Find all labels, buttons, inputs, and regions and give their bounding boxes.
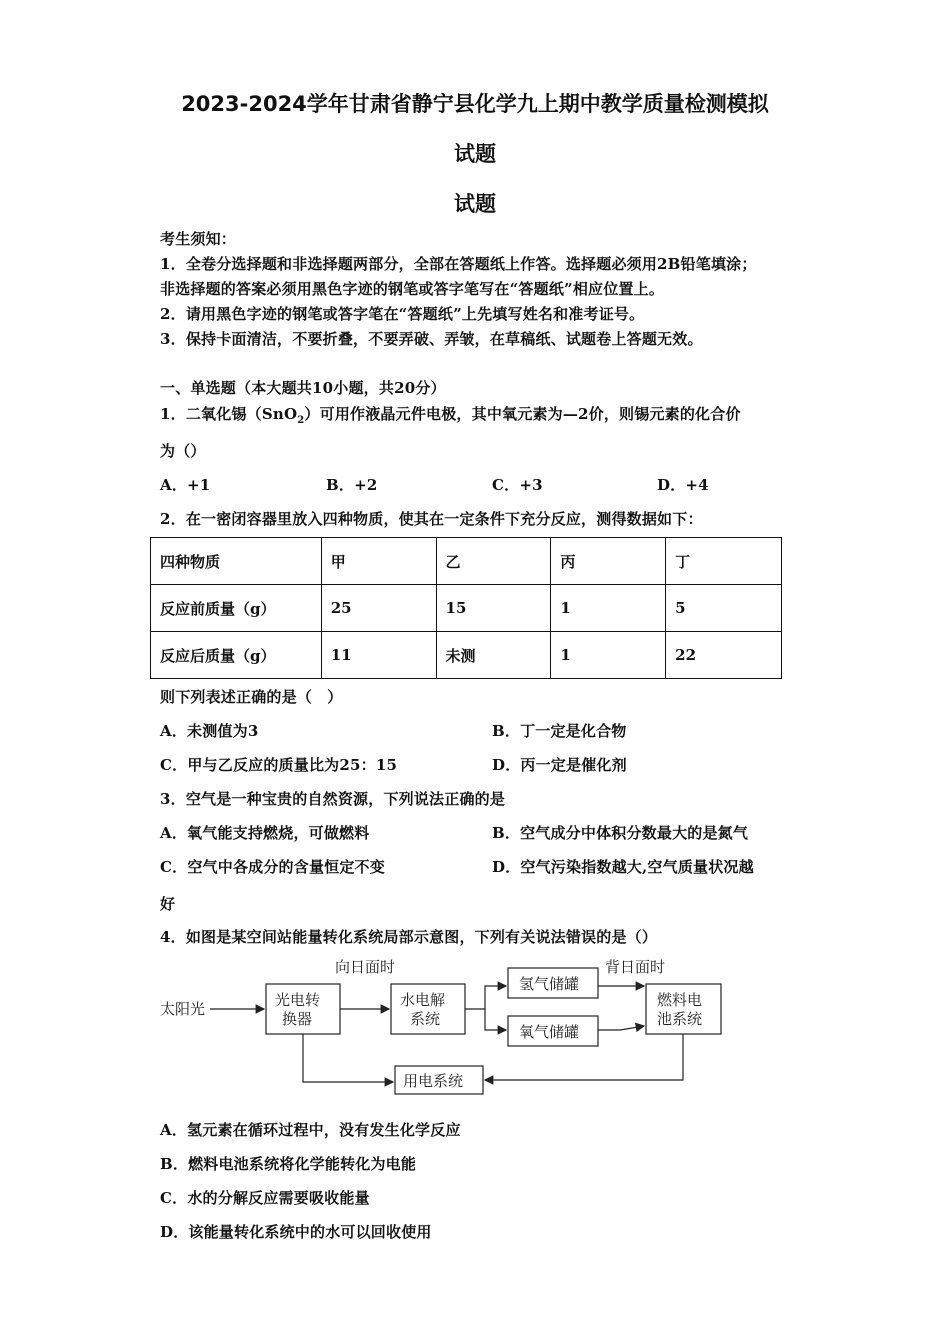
arrow-converter-to-power <box>303 1034 393 1082</box>
notice-item-2: 2．请用黑色字迹的钢笔或答字笔在“答题纸”上先填写姓名和准考证号。 <box>160 305 645 323</box>
label-electrolysis-1: 水电解 <box>400 991 446 1009</box>
energy-system-diagram <box>150 950 740 1100</box>
table-cell: 四种物质 <box>151 538 322 585</box>
table-cell: 未测 <box>436 632 551 679</box>
table-cell: 11 <box>321 632 436 679</box>
table-cell: 丙 <box>551 538 666 585</box>
notice-item-1-cont: 非选择题的答案必须用黑色字迹的钢笔或答字笔写在“答题纸”相应位置上。 <box>160 280 665 298</box>
q3-option-c[interactable]: C．空气中各成分的含量恒定不变 <box>160 858 385 876</box>
label-electrolysis-2: 系统 <box>410 1010 441 1028</box>
label-converter-1: 光电转 <box>275 991 321 1009</box>
q1-option-d[interactable]: D．+4 <box>657 476 709 494</box>
exam-title-line1: 2023-2024学年甘肃省静宁县化学九上期中教学质量检测模拟 <box>181 92 769 116</box>
q2-option-b[interactable]: B．丁一定是化合物 <box>492 722 627 740</box>
q1-option-a[interactable]: A．+1 <box>160 476 211 494</box>
q1-stem <box>160 403 741 426</box>
q1-stem-subscript: 2 <box>297 415 305 426</box>
q3-option-d-cont: 好 <box>160 895 176 913</box>
table-cell: 反应前质量（g） <box>151 585 322 632</box>
label-hydrogen-tank: 氢气储罐 <box>519 975 580 993</box>
label-fuel-cell-1: 燃料电 <box>657 991 703 1009</box>
table-cell: 乙 <box>436 538 551 585</box>
q2-stem: 2．在一密闭容器里放入四种物质，使其在一定条件下充分反应，测得数据如下： <box>160 510 703 528</box>
table-row <box>151 585 782 632</box>
arrow-to-hydrogen <box>465 986 506 1009</box>
label-power-system: 用电系统 <box>403 1072 464 1090</box>
arrow-to-oxygen <box>485 1009 506 1030</box>
table-header-row <box>151 538 782 585</box>
table-cell: 1 <box>551 585 666 632</box>
notice-item-1: 1．全卷分选择题和非选择题两部分，全部在答题纸上作答。选择题必须用2B铅笔填涂； <box>160 255 757 273</box>
section-heading: 一、单选题（本大题共10小题，共20分） <box>160 379 446 397</box>
q3-option-d[interactable]: D．空气污染指数越大,空气质量状况越 <box>492 858 754 876</box>
table-cell: 15 <box>436 585 551 632</box>
q1-stem-a: 1．二氧化锡（SnO <box>160 405 298 423</box>
table-cell: 25 <box>321 585 436 632</box>
q1-option-b[interactable]: B．+2 <box>326 476 378 494</box>
table-cell: 22 <box>666 632 782 679</box>
table-cell: 5 <box>666 585 782 632</box>
table-cell: 丁 <box>666 538 782 585</box>
q4-stem: 4．如图是某空间站能量转化系统局部示意图，下列有关说法错误的是（） <box>160 928 658 946</box>
table-cell: 1 <box>551 632 666 679</box>
exam-title-line2: 试题 <box>454 142 496 166</box>
q4-option-c[interactable]: C．水的分解反应需要吸收能量 <box>160 1189 370 1207</box>
arrow-cell-to-power <box>485 1034 683 1080</box>
q2-option-d[interactable]: D．丙一定是催化剂 <box>492 756 627 774</box>
label-converter-2: 换器 <box>282 1010 313 1028</box>
label-fuel-cell-2: 池系统 <box>657 1010 703 1028</box>
table-cell: 反应后质量（g） <box>151 632 322 679</box>
arrow-oxygen-to-cell <box>598 1026 644 1030</box>
q1-stem-b: ）可用作液晶元件电极，其中氧元素为—2价，则锡元素的化合价 <box>304 405 741 423</box>
q3-option-a[interactable]: A．氧气能支持燃烧，可做燃料 <box>160 824 370 842</box>
q3-option-b[interactable]: B．空气成分中体积分数最大的是氮气 <box>492 824 749 842</box>
label-sunlight: 太阳光 <box>160 1000 206 1018</box>
table-cell: 甲 <box>321 538 436 585</box>
exam-subtitle: 试题 <box>454 192 496 216</box>
q1-option-c[interactable]: C．+3 <box>492 476 543 494</box>
notice-heading: 考生须知： <box>160 230 237 248</box>
q1-stem-line2: 为（） <box>160 442 206 460</box>
table-row <box>151 632 782 679</box>
q3-stem: 3．空气是一种宝贵的自然资源，下列说法正确的是 <box>160 790 506 808</box>
q2-option-c[interactable]: C．甲与乙反应的质量比为25：15 <box>160 756 398 774</box>
q4-option-d[interactable]: D．该能量转化系统中的水可以回收使用 <box>160 1223 432 1241</box>
notice-item-3: 3．保持卡面清洁，不要折叠，不要弄破、弄皱，在草稿纸、试题卷上答题无效。 <box>160 330 703 348</box>
q2-question: 则下列表述正确的是（ ） <box>160 688 343 706</box>
q4-option-a[interactable]: A．氢元素在循环过程中，没有发生化学反应 <box>160 1121 461 1139</box>
q4-option-b[interactable]: B．燃料电池系统将化学能转化为电能 <box>160 1155 417 1173</box>
label-oxygen-tank: 氧气储罐 <box>519 1023 580 1041</box>
q2-option-a[interactable]: A．未测值为3 <box>160 722 259 740</box>
label-shade-side: 背日面时 <box>605 958 666 976</box>
q2-data-table <box>150 537 782 679</box>
label-sunny-side: 向日面时 <box>335 958 396 976</box>
